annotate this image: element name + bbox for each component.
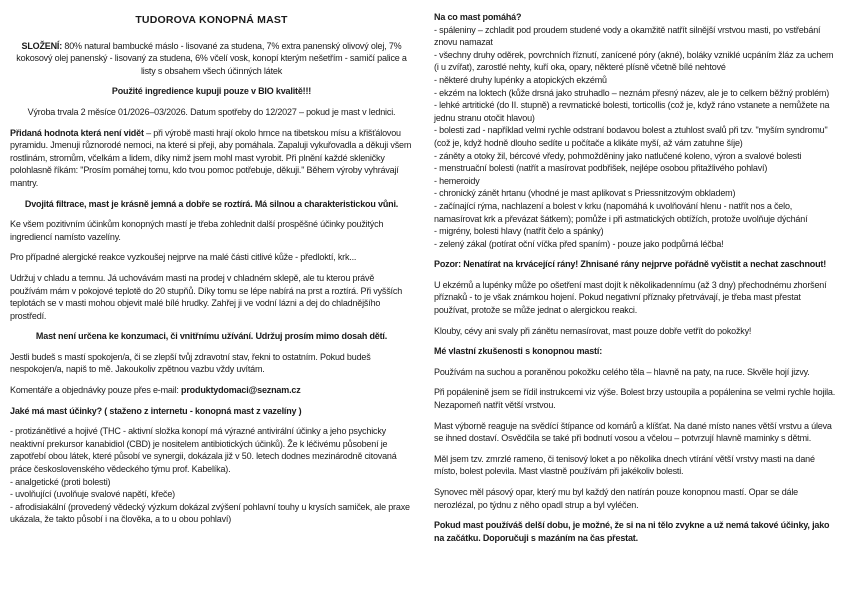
helps-list-item: - lehké artritické (do II. stupně) a revmatické bolesti, torticollis (což je, když ráno vstanete a nemůžete na jednu stranu otočit hlavou) [434, 100, 830, 123]
experience-item: Používám na suchou a poraněnou pokožku celého těla – hlavně na paty, na ruce. Skvěle hojí jizvy. [434, 366, 810, 377]
orders-label: Komentáře a objednávky pouze přes e-mail: [10, 385, 182, 396]
effects-list-item: - uvolňující (uvolňuje svalové napětí, křeče) [10, 489, 175, 500]
composition-text: 80% natural bambucké máslo - lisované za studena, 7% extra panenský olivový olej, 7% kokosový olej panenský - lisovaný za studena, 6% včelí vosk, konopí kterým nešetřím - samičí palice a listy s obsahem všech účinných látek [16, 40, 407, 76]
helps-list-item: - bolesti zad - například velmi rychle odstraní bodavou bolest a ztuhlost svalů při tzv. "myším syndromu" (což je, když hodně dlouho sedíte u počítače a klikáte myší, až vám zatuhne šíje) [434, 125, 828, 148]
eczema-note: U ekzémů a lupénky může po ošetření mast dojít k několikadennímu (až 3 dny) přechodnému zhoršení příznaků - to je však známkou hojení. Pokud negativní příznaky přetrvávají, je třeba mast přestat používat, protože se může jednat o alergickou reakci. [434, 279, 827, 316]
effects-list [10, 425, 413, 526]
helps-list-item: - hemeroidy [434, 175, 480, 186]
feedback-note: Jestli budeš s mastí spokojen/a, či se zlepší tvůj zdravotní stav, řekni to ostatním. Pokud budeš nespokojen/a, napiš to mě. Jakoukoliv zpětnou vazbu vždy uvítám. [10, 351, 371, 375]
filtration-note: Dvojitá filtrace, mast je krásně jemná a dobře se roztírá. Má silnou a charakteristickou vůni. [24, 198, 399, 209]
helps-heading: Na co mast pomáhá? [434, 12, 522, 22]
experience-item: Synovec měl pásový opar, který mu byl každý den natírán pouze konopnou mastí. Opar se dále nerozlézal, po týdnu z něho opadl strup a byl vyléčen. [434, 487, 799, 510]
right-column [424, 0, 848, 600]
wounds-warning: Pozor: Nenatírat na krvácející rány! Zhnisané rány nejprve pořádně vyčistit a nechat zaschnout! [434, 259, 827, 270]
orders-paragraph [10, 384, 413, 397]
helps-list-item: - chronický zánět hrtanu (vhodné je mast aplikovat s Priessnitzovým obkladem) [434, 188, 736, 199]
bio-quality-note: Použité ingredience kupuji pouze v BIO kvalitě!!! [111, 86, 312, 97]
production-note: Výroba trvala 2 měsíce 01/2026–03/2026. Datum spotřeby do 12/2027 – pokud je mast v lednici. [27, 106, 396, 117]
helps-list-item: - některé druhy lupénky a atopických ekzémů [434, 74, 607, 85]
helps-list-item: - menstruační bolesti (natřít a masírovat podbřišek, nejlépe osobou přitažlivého pohlaví) [434, 163, 768, 174]
page-title: TUDOROVA KONOPNÁ MAST [135, 14, 288, 26]
helps-list-item: - spáleniny – zchladit pod proudem studené vody a okamžitě natřít silnější vrstvou masti, po vstřebání znovu namazat [434, 24, 821, 48]
composition-label: SLOŽENÍ: [21, 40, 63, 51]
effects-list-item: - protizánětlivé a hojivé (THC - aktivní složka konopí má výrazné antivirální účinky a jeho psychicky neaktivní prekursor kanabidiol (CBD) je nositelem antibiotických účinků). Že k léčivému působení je zapotřebí obou látek, které působí ve synergii, dokázala již v 50. letech dodnes mezinárodně citovaná práce československého vědeckého týmu prof. Kabelíka). [10, 426, 397, 475]
experience-item: Měl jsem tzv. zmrzlé rameno, či tenisový loket a po několika dnech vtírání větší vrstvy masti na dané místo, bolest polevila. Mast vlastně používám při jakékoliv bolesti. [434, 453, 815, 477]
helps-list-item: - ekzém na loktech (kůže drsná jako struhadlo – neznám přesný název, ale je to celkem běžný problém) [434, 87, 830, 98]
added-value-paragraph [10, 127, 413, 190]
helps-list-item: - migrény, bolesti hlavy (natřít čelo a spánky) [434, 226, 604, 237]
effects-list-item: - afrodisiakální (provedený vědecký výzkum dokázal zvýšení pohlavní touhy u krysích samiček, ale praxe ukázala, že takto působí i na člověka, a to u obou pohlaví) [10, 501, 410, 525]
effects-heading: Jaké má mast účinky? ( staženo z internetu - konopná mast z vazelíny ) [10, 405, 302, 416]
effects-list-item: - analgetické (proti bolesti) [10, 476, 111, 487]
added-value-label: Přidaná hodnota která není vidět [10, 127, 144, 138]
allergy-note: Pro případné alergické reakce vyzkoušej nejprve na malé části citlivé kůže - předloktí, krk... [10, 252, 357, 263]
joints-note: Klouby, cévy ani svaly při zánětu nemasírovat, mast pouze dobře vetřít do pokožky! [434, 325, 752, 336]
experience-item: Při popálenině jsem se řídil instrukcemi viz výše. Bolest brzy ustoupila a popálenina se velmi rychle hojila. Nezapomeň natřít větší vrstvou. [434, 387, 836, 411]
helps-list-item: - začínající rýma, nachlazení a bolest v krku (napomáhá k uvolňování hlenu - natřít nos a čelo, namasírovat krk a převázat šátkem); pomůže i při astmatických obtížích, protože uvolňuje dýchání [434, 200, 808, 224]
experience-heading: Mé vlastní zkušenosti s konopnou mastí: [434, 346, 603, 357]
effects-intro: Ke všem pozitivním účinkům konopných mastí je třeba zohlednit další prospěšné účinky použitých ingrediencí namísto vazelíny. [10, 219, 384, 242]
helps-list [434, 24, 837, 251]
helps-list-item: - záněty a otoky žil, bércové vředy, pohmožděniny jako natlučené koleno, výron a svalové bolesti [434, 150, 802, 161]
composition-paragraph [10, 40, 413, 78]
orders-email: produktydomaci@seznam.cz [181, 385, 301, 396]
tolerance-note: Pokud mast používáš delší dobu, je možné, že si na ni tělo zvykne a už nemá takové účinky, jako na začátku. Doporučuji s mazáním na čas přestat. [434, 520, 830, 543]
helps-list-item: - všechny druhy oděrek, povrchních říznutí, zanícené póry (akné), boláky vzniklé ucpáním žláz za uchem (i u zvířat), zarostlé nehty, kuří oka, opary, některé plísně včetně bílé nehtové [434, 49, 834, 73]
children-warning: Mast není určena ke konzumaci, či vnitřnímu užívání. Udržuj prosím mimo dosah dětí. [35, 331, 388, 342]
helps-list-item: - zelený zákal (potírat oční víčka před spaním) - pouze jako podpůrná léčba! [434, 238, 724, 249]
experience-item: Mast výborně reaguje na svědící štípance od komárů a klíšťat. Na dané místo nanes větší vrstvu a úleva se ihned dostaví. Osvědčila se také při bodnutí vosou a včelou – potvrzují hlavně maminky s dětmi. [434, 420, 832, 444]
storage-note: Udržuj v chladu a temnu. Já uchovávám masti na prodej v chladném sklepě, ale tu kterou právě používám mám v pokojové teplotě do 20 stupňů. Díky tomu se lépe nabírá na prst a roztírá. Při vyšších teplotách se v masti mohou objevit malé bílé hrudky. Zahřej ji ve vodní lázni a dej do chladnějšího prostředí. [10, 272, 403, 321]
added-value-text: – při výrobě masti hrají okolo hrnce na tibetskou mísu a křišťálovou pyramidu. Jmenuji různorodé nemoci, na které si přeji, aby pomáhala. Zapaluji vykuřovadla a děkuji všem rostlinám, stromům, včelkám a lidem, díky nimž jsem mohl mast vyrobit. Při plnění každé skleničky polohlasně říkám: "Prosím pomáhej tomu, kdo tvou pomoc potřebuje, děkuji." Během výroby vyhrávají mantry. [10, 127, 412, 188]
